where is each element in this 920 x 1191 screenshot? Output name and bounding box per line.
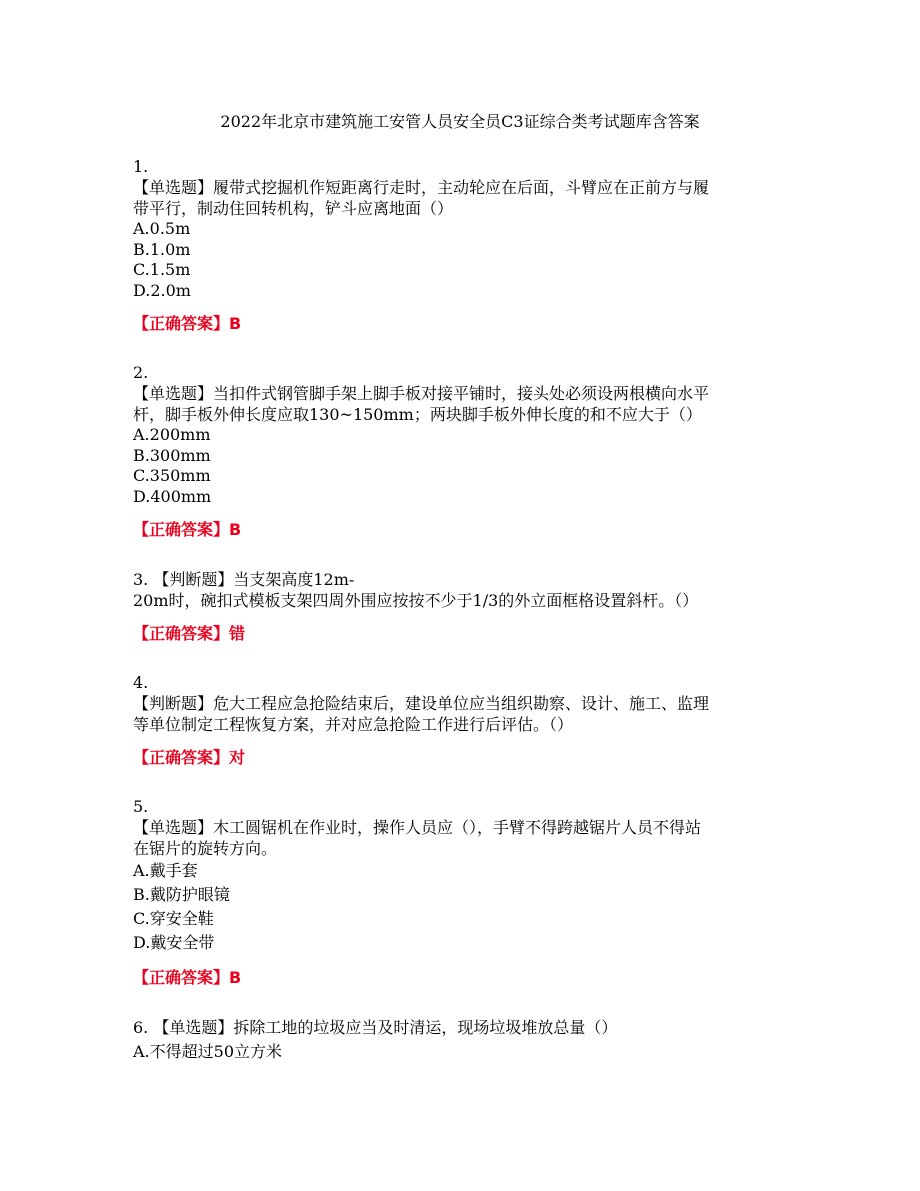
question-text-line: 【判断题】危大工程应急抢险结束后，建设单位应当组织勘察、设计、施工、监理 bbox=[133, 694, 710, 713]
option-a: A.戴手套 bbox=[133, 861, 198, 880]
option-d: D.2.0m bbox=[133, 280, 191, 300]
question-number: 1. bbox=[133, 157, 149, 176]
option-a: A.不得超过50立方米 bbox=[133, 1042, 283, 1061]
option-d: D.400mm bbox=[133, 486, 212, 506]
question-3 bbox=[133, 569, 788, 645]
question-number: 4. bbox=[133, 673, 149, 692]
question-6 bbox=[133, 1016, 788, 1064]
option-d: D.戴安全带 bbox=[133, 933, 215, 952]
correct-answer: 【正确答案】B bbox=[133, 968, 242, 987]
question-2 bbox=[133, 362, 788, 541]
question-text-line: 【单选题】履带式挖掘机作短距离行走时，主动轮应在后面，斗臂应在正前方与履 bbox=[133, 178, 710, 197]
question-text-line: 杆，脚手板外伸长度应取130~150mm；两块脚手板外伸长度的和不应大于（） bbox=[133, 405, 702, 424]
question-5 bbox=[133, 796, 788, 989]
question-4 bbox=[133, 672, 788, 769]
question-number: 5. bbox=[133, 797, 149, 816]
question-text-line: 在锯片的旋转方向。 bbox=[133, 839, 278, 858]
question-1 bbox=[133, 156, 788, 335]
question-text-line: 3. 【判断题】当支架高度12m- bbox=[133, 570, 355, 589]
option-a: A.0.5m bbox=[133, 219, 191, 238]
option-c: C.1.5m bbox=[133, 260, 191, 279]
document-title: 2022年北京市建筑施工安管人员安全员C3证综合类考试题库含答案 bbox=[220, 112, 700, 131]
option-c: C.350mm bbox=[133, 466, 211, 485]
question-text-line: 20m时，碗扣式模板支架四周外围应按按不少于1/3的外立面框格设置斜杆。（） bbox=[133, 591, 699, 610]
question-text-line: 6. 【单选题】拆除工地的垃圾应当及时清运，现场垃圾堆放总量（） bbox=[133, 1018, 618, 1037]
correct-answer: 【正确答案】对 bbox=[133, 748, 246, 767]
question-text-line: 等单位制定工程恢复方案，并对应急抢险工作进行后评估。（） bbox=[133, 715, 574, 734]
option-b: B.戴防护眼镜 bbox=[133, 885, 230, 904]
option-a: A.200mm bbox=[133, 425, 211, 444]
option-b: B.300mm bbox=[133, 445, 211, 465]
question-text-line: 带平行，制动住回转机构，铲斗应离地面（） bbox=[133, 199, 454, 218]
option-c: C.穿安全鞋 bbox=[133, 909, 214, 928]
question-number: 2. bbox=[133, 363, 149, 382]
option-b: B.1.0m bbox=[133, 239, 191, 259]
correct-answer: 【正确答案】B bbox=[133, 314, 242, 333]
correct-answer: 【正确答案】错 bbox=[133, 624, 246, 643]
question-text-line: 【单选题】木工圆锯机在作业时，操作人员应（），手臂不得跨越锯片人员不得站 bbox=[133, 818, 702, 837]
correct-answer: 【正确答案】B bbox=[133, 520, 242, 539]
question-text-line: 【单选题】当扣件式钢管脚手架上脚手板对接平铺时，接头处必须设两根横向水平 bbox=[133, 384, 710, 403]
